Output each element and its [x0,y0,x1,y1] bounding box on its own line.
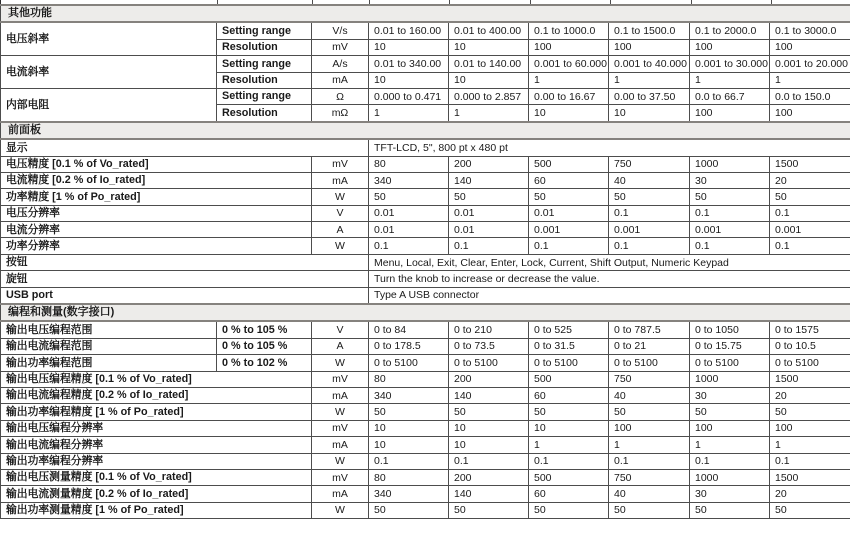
spec-label-cell: 输出电流测量精度 [0.2 % of Io_rated] [1,486,312,502]
value-cell: 0.1 [770,238,850,254]
value-cell: 100 [529,39,609,55]
unit-cell: mA [312,72,369,88]
spec-label-cell: 输出电压编程分辨率 [1,420,312,436]
value-cell: 60 [529,486,609,502]
spec-label-cell: 按钮 [1,254,369,270]
spec-row [1,254,850,270]
value-cell: 50 [449,404,529,420]
spec-subrow-cell: Setting range [217,88,312,104]
spec-row [1,222,850,238]
spec-label-cell: 电流精度 [0.2 % of Io_rated] [1,172,312,188]
unit-cell: mA [312,387,369,403]
value-span-cell: Menu, Local, Exit, Clear, Enter, Lock, Current, Shift Output, Numeric Keypad [369,254,850,270]
value-cell: 0.1 [770,205,850,221]
spec-row [1,22,850,39]
value-cell: 50 [770,502,850,518]
unit-cell: W [312,189,369,205]
value-cell: 0.01 [529,205,609,221]
value-cell: 40 [609,172,690,188]
unit-cell: A [312,222,369,238]
value-cell: 0.001 to 60.000 [529,56,609,72]
spec-label-cell: 电压分辨率 [1,205,312,221]
value-cell: 0.001 [529,222,609,238]
value-cell: 750 [609,156,690,172]
value-cell: 0.1 [529,453,609,469]
spec-subrow-cell: 0 % to 105 % [217,321,312,338]
spec-label-cell: 输出功率编程精度 [1 % of Po_rated] [1,404,312,420]
value-cell: 100 [690,105,770,122]
value-cell: 0.1 [609,205,690,221]
spec-row [1,437,850,453]
value-cell: 0.1 [369,238,449,254]
unit-cell: mV [312,420,369,436]
value-cell: 1 [449,105,529,122]
spec-subrow-cell: 0 % to 102 % [217,355,312,371]
value-cell: 0.1 to 1000.0 [529,22,609,39]
value-cell: 0.001 to 20.000 [770,56,850,72]
value-cell: 80 [369,371,449,387]
value-cell: 50 [770,189,850,205]
value-cell: 340 [369,387,449,403]
value-cell: 200 [449,469,529,485]
value-cell: 140 [449,172,529,188]
spec-row [1,156,850,172]
column-border-tick [691,0,692,4]
section-header-row [1,5,850,22]
spec-label-cell: 电流分辨率 [1,222,312,238]
value-cell: 10 [449,420,529,436]
value-cell: 1500 [770,371,850,387]
value-cell: 10 [449,39,529,55]
value-cell: 140 [449,486,529,502]
spec-label-cell: 功率精度 [1 % of Po_rated] [1,189,312,205]
spec-label-cell: 输出电流编程分辨率 [1,437,312,453]
spec-label-cell: 显示 [1,139,369,156]
value-cell: 60 [529,172,609,188]
spec-label-cell: 输出功率测量精度 [1 % of Po_rated] [1,502,312,518]
value-cell: 0.01 to 160.00 [369,22,449,39]
value-cell: 1 [770,437,850,453]
spec-row [1,486,850,502]
spec-subrow-cell: Resolution [217,39,312,55]
value-cell: 0.01 to 340.00 [369,56,449,72]
spec-label-cell: USB port [1,287,369,304]
column-border-tick [312,0,313,4]
value-cell: 10 [369,437,449,453]
value-cell: 30 [690,172,770,188]
value-cell: 1500 [770,156,850,172]
unit-cell: W [312,502,369,518]
value-cell: 750 [609,469,690,485]
column-border-tick [771,0,772,4]
unit-cell: W [312,404,369,420]
unit-cell: mA [312,437,369,453]
value-cell: 340 [369,172,449,188]
value-cell: 0 to 787.5 [609,321,690,338]
spec-row [1,469,850,485]
spec-subrow-cell: Setting range [217,22,312,39]
value-cell: 0.01 [449,222,529,238]
spec-label-cell: 电压斜率 [1,22,217,55]
value-cell: 0 to 5100 [770,355,850,371]
spec-label-cell: 电压精度 [0.1 % of Vo_rated] [1,156,312,172]
value-cell: 10 [369,39,449,55]
spec-row [1,88,850,104]
value-cell: 1 [609,437,690,453]
value-cell: 0.1 to 1500.0 [609,22,690,39]
spec-label-cell: 输出电流编程精度 [0.2 % of Io_rated] [1,387,312,403]
value-cell: 0.1 [609,238,690,254]
unit-cell: V [312,205,369,221]
value-cell: 750 [609,371,690,387]
value-cell: 1 [369,105,449,122]
spec-label-cell: 输出电压测量精度 [0.1 % of Vo_rated] [1,469,312,485]
value-cell: 200 [449,156,529,172]
value-cell: 0 to 1050 [690,321,770,338]
value-cell: 100 [690,420,770,436]
value-cell: 0 to 210 [449,321,529,338]
value-cell: 50 [369,404,449,420]
spec-row [1,205,850,221]
value-cell: 0.0 to 150.0 [770,88,850,104]
spec-label-cell: 输出功率编程分辨率 [1,453,312,469]
value-cell: 100 [609,39,690,55]
unit-cell: Ω [312,88,369,104]
value-cell: 0 to 5100 [690,355,770,371]
value-cell: 0 to 5100 [529,355,609,371]
value-cell: 0.1 [690,453,770,469]
value-cell: 50 [690,404,770,420]
value-cell: 50 [690,502,770,518]
value-cell: 0.00 to 16.67 [529,88,609,104]
value-cell: 50 [369,189,449,205]
value-cell: 0.1 [690,238,770,254]
value-cell: 80 [369,156,449,172]
value-cell: 20 [770,387,850,403]
value-cell: 0.000 to 2.857 [449,88,529,104]
spec-label-cell: 输出电压编程范围 [1,321,217,338]
value-cell: 50 [609,502,690,518]
value-cell: 100 [770,105,850,122]
value-cell: 50 [690,189,770,205]
value-cell: 0.001 to 40.000 [609,56,690,72]
value-cell: 0 to 5100 [609,355,690,371]
spec-row [1,287,850,304]
value-cell: 500 [529,156,609,172]
unit-cell: mΩ [312,105,369,122]
column-border-tick [369,0,370,4]
value-cell: 0.1 [449,453,529,469]
unit-cell: mV [312,469,369,485]
spec-label-cell: 旋钮 [1,271,369,287]
value-cell: 1500 [770,469,850,485]
unit-cell: A/s [312,56,369,72]
value-cell: 0.01 to 400.00 [449,22,529,39]
value-cell: 0 to 21 [609,338,690,354]
spec-table [0,4,850,519]
value-cell: 100 [609,420,690,436]
value-cell: 1 [690,72,770,88]
spec-subrow-cell: Resolution [217,72,312,88]
value-cell: 1000 [690,469,770,485]
value-cell: 10 [609,105,690,122]
value-cell: 0.1 [369,453,449,469]
value-cell: 0.1 [449,238,529,254]
spec-row [1,56,850,72]
value-cell: 50 [529,404,609,420]
spec-row [1,271,850,287]
spec-label-cell: 输出电压编程精度 [0.1 % of Vo_rated] [1,371,312,387]
value-cell: 0 to 73.5 [449,338,529,354]
value-span-cell: TFT-LCD, 5", 800 pt x 480 pt [369,139,850,156]
value-cell: 0.1 [609,453,690,469]
unit-cell: W [312,238,369,254]
spec-row [1,387,850,403]
value-cell: 0.001 [690,222,770,238]
spec-label-cell: 电流斜率 [1,56,217,89]
spec-subrow-cell: Resolution [217,105,312,122]
spec-subrow-cell: 0 % to 105 % [217,338,312,354]
section-title: 其他功能 [1,5,850,22]
section-title: 前面板 [1,122,850,139]
unit-cell: A [312,338,369,354]
value-cell: 10 [369,420,449,436]
value-cell: 0.001 [770,222,850,238]
value-cell: 50 [449,502,529,518]
value-cell: 10 [529,105,609,122]
value-cell: 30 [690,486,770,502]
value-cell: 10 [449,72,529,88]
value-cell: 0.001 [609,222,690,238]
section-header-row [1,304,850,321]
column-border-tick [530,0,531,4]
spec-row [1,172,850,188]
unit-cell: mA [312,486,369,502]
section-header-row [1,122,850,139]
spec-row [1,453,850,469]
value-cell: 100 [690,39,770,55]
value-cell: 0 to 1575 [770,321,850,338]
value-cell: 1 [690,437,770,453]
spec-row [1,139,850,156]
previous-row-remnant [0,0,850,4]
value-cell: 40 [609,387,690,403]
value-cell: 0.1 [529,238,609,254]
value-span-cell: Turn the knob to increase or decrease the value. [369,271,850,287]
value-cell: 80 [369,469,449,485]
value-cell: 60 [529,387,609,403]
unit-cell: W [312,355,369,371]
spec-label-cell: 内部电阻 [1,88,217,121]
value-cell: 0 to 84 [369,321,449,338]
value-cell: 0.1 [690,205,770,221]
unit-cell: mV [312,371,369,387]
value-cell: 50 [609,404,690,420]
value-cell: 500 [529,469,609,485]
value-cell: 0.00 to 37.50 [609,88,690,104]
spec-row [1,238,850,254]
spec-table-body [1,5,850,519]
value-cell: 0 to 10.5 [770,338,850,354]
value-cell: 0.0 to 66.7 [690,88,770,104]
unit-cell: V/s [312,22,369,39]
value-cell: 0.01 [369,222,449,238]
spec-row [1,404,850,420]
value-cell: 0 to 178.5 [369,338,449,354]
column-border-tick [217,0,218,4]
value-cell: 140 [449,387,529,403]
value-cell: 500 [529,371,609,387]
value-cell: 40 [609,486,690,502]
value-cell: 1 [609,72,690,88]
value-cell: 50 [609,189,690,205]
value-cell: 0 to 15.75 [690,338,770,354]
spec-row [1,420,850,436]
spec-subrow-cell: Setting range [217,56,312,72]
spec-row [1,321,850,338]
spec-row [1,189,850,205]
column-border-tick [449,0,450,4]
value-cell: 0.001 to 30.000 [690,56,770,72]
value-cell: 0.1 [770,453,850,469]
value-cell: 10 [529,420,609,436]
column-border-tick [610,0,611,4]
spec-row [1,502,850,518]
unit-cell: W [312,453,369,469]
value-cell: 0 to 31.5 [529,338,609,354]
value-cell: 0 to 5100 [369,355,449,371]
value-cell: 1000 [690,371,770,387]
unit-cell: mV [312,39,369,55]
spec-row [1,338,850,354]
value-cell: 30 [690,387,770,403]
value-cell: 0 to 5100 [449,355,529,371]
value-cell: 20 [770,486,850,502]
value-cell: 1000 [690,156,770,172]
value-cell: 0.1 to 3000.0 [770,22,850,39]
section-title: 编程和测量(数字接口) [1,304,850,321]
value-cell: 50 [529,189,609,205]
value-cell: 0.000 to 0.471 [369,88,449,104]
unit-cell: mV [312,156,369,172]
value-cell: 340 [369,486,449,502]
value-cell: 10 [449,437,529,453]
value-span-cell: Type A USB connector [369,287,850,304]
value-cell: 100 [770,39,850,55]
value-cell: 1 [529,437,609,453]
spec-row [1,355,850,371]
value-cell: 0.01 [369,205,449,221]
spec-label-cell: 功率分辨率 [1,238,312,254]
value-cell: 50 [369,502,449,518]
value-cell: 50 [529,502,609,518]
value-cell: 1 [529,72,609,88]
spec-label-cell: 输出功率编程范围 [1,355,217,371]
value-cell: 50 [770,404,850,420]
value-cell: 0.1 to 2000.0 [690,22,770,39]
value-cell: 20 [770,172,850,188]
value-cell: 0 to 525 [529,321,609,338]
value-cell: 0.01 [449,205,529,221]
value-cell: 10 [369,72,449,88]
value-cell: 50 [449,189,529,205]
value-cell: 0.01 to 140.00 [449,56,529,72]
value-cell: 100 [770,420,850,436]
value-cell: 200 [449,371,529,387]
value-cell: 1 [770,72,850,88]
spec-row [1,371,850,387]
unit-cell: V [312,321,369,338]
unit-cell: mA [312,172,369,188]
spec-label-cell: 输出电流编程范围 [1,338,217,354]
